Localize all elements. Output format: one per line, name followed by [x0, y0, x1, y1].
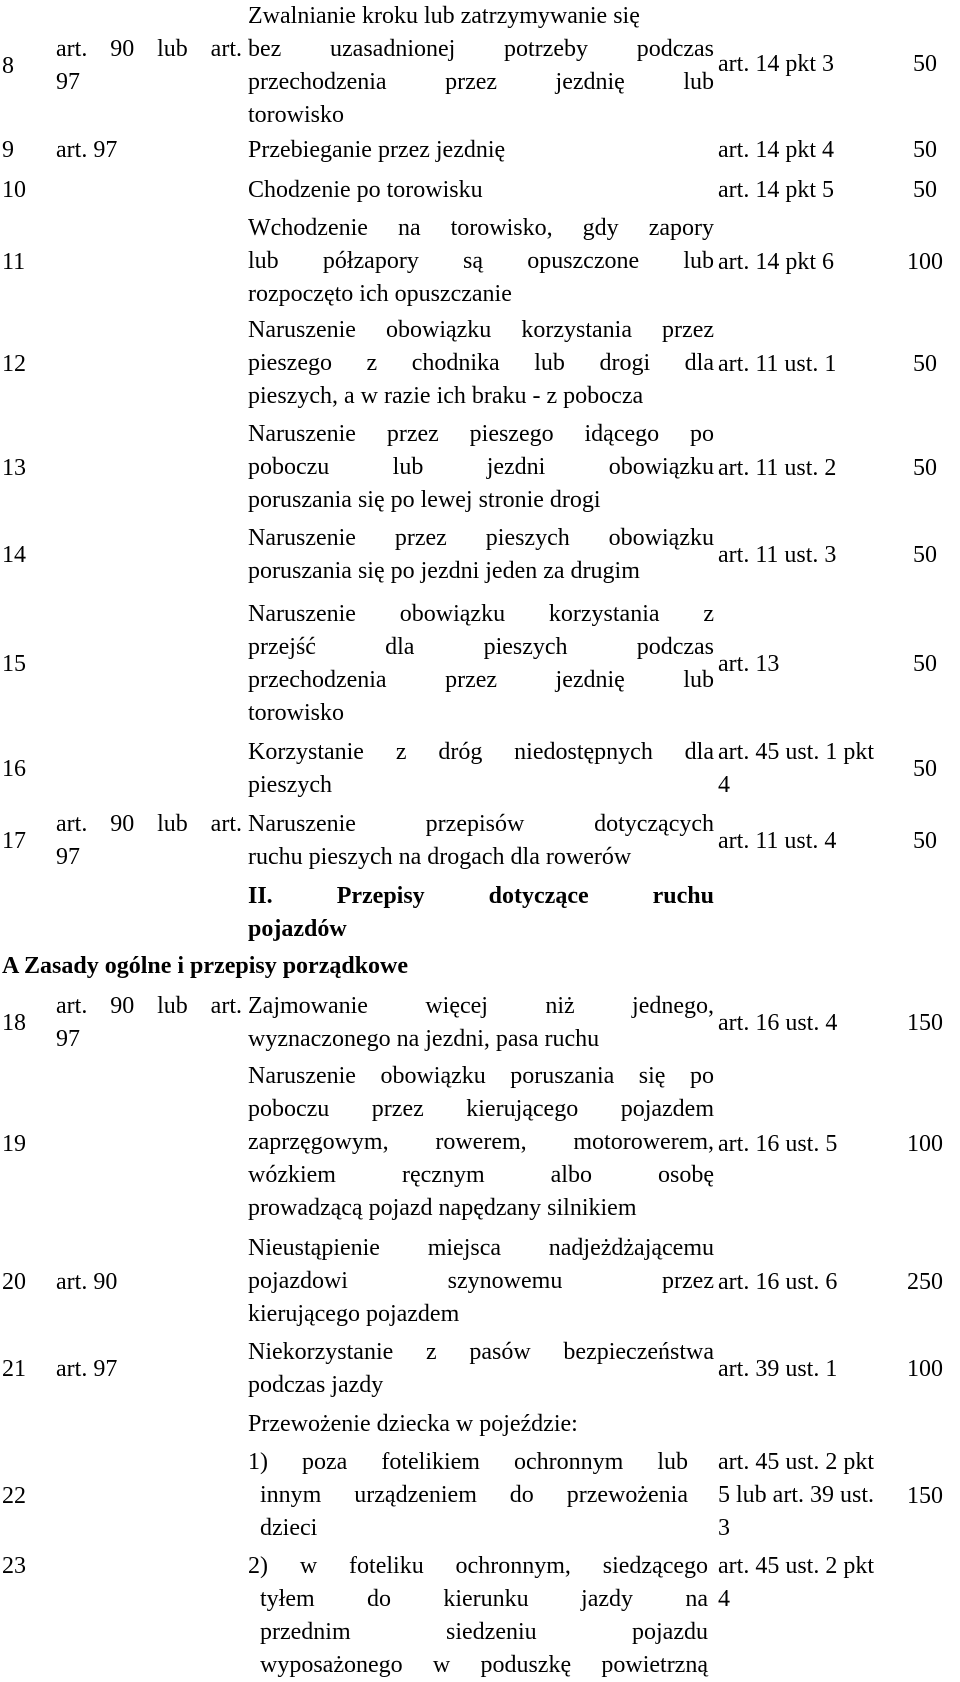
table-row: [0, 1060, 960, 1230]
table-row: [0, 132, 960, 172]
fine-cell: 50: [913, 542, 937, 568]
fine-cell: 150: [907, 1010, 943, 1036]
reference-cell: art. 16 ust. 4: [718, 1010, 838, 1036]
table-row: [0, 1336, 960, 1406]
description-cell: Zajmowanie więcej niż jednego, wyznaczonego na jezdni, pasa ruchu: [248, 993, 714, 1052]
fine-cell: 50: [913, 137, 937, 163]
reference-cell: art. 11 ust. 1: [718, 351, 837, 377]
row-number: 21: [2, 1356, 26, 1382]
fine-cell: 100: [907, 249, 943, 275]
description-cell: Naruszenie przez pieszego idącego po poboczu lub jezdni obowiązku poruszania się po lewej stronie drogi: [248, 421, 714, 513]
article-cell: art. 90: [56, 1269, 118, 1295]
row-number: 22: [2, 1483, 26, 1509]
subsection-heading: A Zasady ogólne i przepisy porządkowe: [2, 953, 409, 979]
description-cell: Naruszenie przez pieszych obowiązku poruszania się po jezdni jeden za drugim: [248, 525, 714, 584]
description-cell: Wchodzenie na torowisko, gdy zapory lub półzapory są opuszczone lub rozpoczęto ich opuszczanie: [248, 215, 714, 307]
fine-cell: 50: [913, 828, 937, 854]
reference-cell: art. 16 ust. 6: [718, 1269, 838, 1295]
row-number: 17: [2, 828, 26, 854]
fine-cell: 150: [907, 1483, 943, 1509]
reference-cell: art. 14 pkt 3: [718, 51, 834, 77]
row-number: 23: [2, 1553, 26, 1579]
row-number: 16: [2, 756, 26, 782]
reference-cell: art. 39 ust. 1: [718, 1356, 838, 1382]
description-cell: Naruszenie obowiązku poruszania się po poboczu przez kierującego pojazdem zaprzęgowym, rowerem, motorowerem, wózkiem ręcznym albo osobę prowadzącą pojazd napędzany silnikiem: [248, 1063, 714, 1221]
fine-cell: 50: [913, 351, 937, 377]
reference-cell: art. 11 ust. 3: [718, 542, 837, 568]
fine-cell: 100: [907, 1131, 943, 1157]
article-cell: art. 97: [56, 1356, 118, 1382]
description-cell: Niekorzystanie z pasów bezpieczeństwa podczas jazdy: [248, 1339, 714, 1398]
row-number: 19: [2, 1131, 26, 1157]
reference-cell: art. 16 ust. 5: [718, 1131, 838, 1157]
row-number: 13: [2, 455, 26, 481]
table-row: [0, 1446, 960, 1550]
reference-cell: art. 11 ust. 2: [718, 455, 837, 481]
table-row: [0, 522, 960, 592]
table-row: [0, 808, 960, 878]
row-number: 12: [2, 351, 26, 377]
description-cell: Nieustąpienie miejsca nadjeżdżającemu pojazdowi szynowemu przez kierującego pojazdem: [248, 1235, 714, 1327]
article-cell: art. 90 lub art. 97: [56, 36, 242, 95]
article-cell: art. 90 lub art. 97: [56, 993, 242, 1052]
table-row: [0, 314, 960, 416]
description-cell: 1) poza fotelikiem ochronnym lub innym urządzeniem do przewożenia dzieci: [248, 1449, 688, 1541]
reference-cell: art. 45 ust. 2 pkt 4: [718, 1553, 874, 1612]
description-cell: Naruszenie przepisów dotyczących ruchu pieszych na drogach dla rowerów: [248, 811, 714, 870]
fine-cell: 50: [913, 651, 937, 677]
row-number: 11: [2, 249, 26, 275]
description-cell: Korzystanie z dróg niedostępnych dla pieszych: [248, 739, 714, 798]
reference-cell: art. 11 ust. 4: [718, 828, 837, 854]
fine-cell: 50: [913, 177, 937, 203]
description-cell: Przebieganie przez jezdnię: [248, 137, 506, 163]
row-number: 8: [2, 53, 14, 79]
table-row: [0, 1550, 960, 1680]
row-number: 9: [2, 137, 14, 163]
description-cell: Naruszenie obowiązku korzystania przez pieszego z chodnika lub drogi dla pieszych, a w razie ich braku - z pobocza: [248, 317, 714, 409]
table-row: [0, 736, 960, 806]
table-row: [0, 0, 960, 132]
fine-cell: 50: [913, 455, 937, 481]
fine-cell: 50: [913, 756, 937, 782]
reference-cell: art. 14 pkt 4: [718, 137, 834, 163]
table-row: [0, 990, 960, 1060]
article-cell: art. 97: [56, 137, 118, 163]
reference-cell: art. 14 pkt 5: [718, 177, 834, 203]
fine-cell: 50: [913, 51, 937, 77]
fine-cell: 250: [907, 1269, 943, 1295]
reference-cell: art. 13: [718, 651, 780, 677]
row-number: 20: [2, 1269, 26, 1295]
row-number: 18: [2, 1010, 26, 1036]
row-number: 10: [2, 177, 26, 203]
section-heading: II. Przepisy dotyczące ruchu pojazdów: [248, 883, 714, 942]
table-row: [0, 1232, 960, 1334]
table-row: [0, 418, 960, 520]
reference-cell: art. 45 ust. 1 pkt 4: [718, 739, 874, 798]
article-cell: art. 90 lub art. 97: [56, 811, 242, 870]
description-cell: 2) w foteliku ochronnym, siedzącego tyłem do kierunku jazdy na przednim siedzeniu pojazdu wyposażonego w poduszkę powietrzną: [248, 1553, 708, 1678]
table-row: [0, 212, 960, 314]
reference-cell: art. 45 ust. 2 pkt 5 lub art. 39 ust. 3: [718, 1449, 874, 1541]
description-cell: Naruszenie obowiązku korzystania z przejść dla pieszych podczas przechodzenia przez jezdnię lub torowisko: [248, 601, 714, 726]
reference-cell: art. 14 pkt 6: [718, 249, 834, 275]
table-row: [0, 1408, 960, 1444]
table-row: [0, 172, 960, 212]
row-number: 15: [2, 651, 26, 677]
fine-cell: 100: [907, 1356, 943, 1382]
description-cell: Chodzenie po torowisku: [248, 177, 483, 203]
table-row: [0, 598, 960, 734]
description-cell: Zwalnianie kroku lub zatrzymywanie się bez uzasadnionej potrzeby podczas przechodzenia przez jezdnię lub torowisko: [248, 3, 714, 128]
row-number: 14: [2, 542, 26, 568]
description-cell: Przewożenie dziecka w pojeździe:: [248, 1411, 578, 1437]
